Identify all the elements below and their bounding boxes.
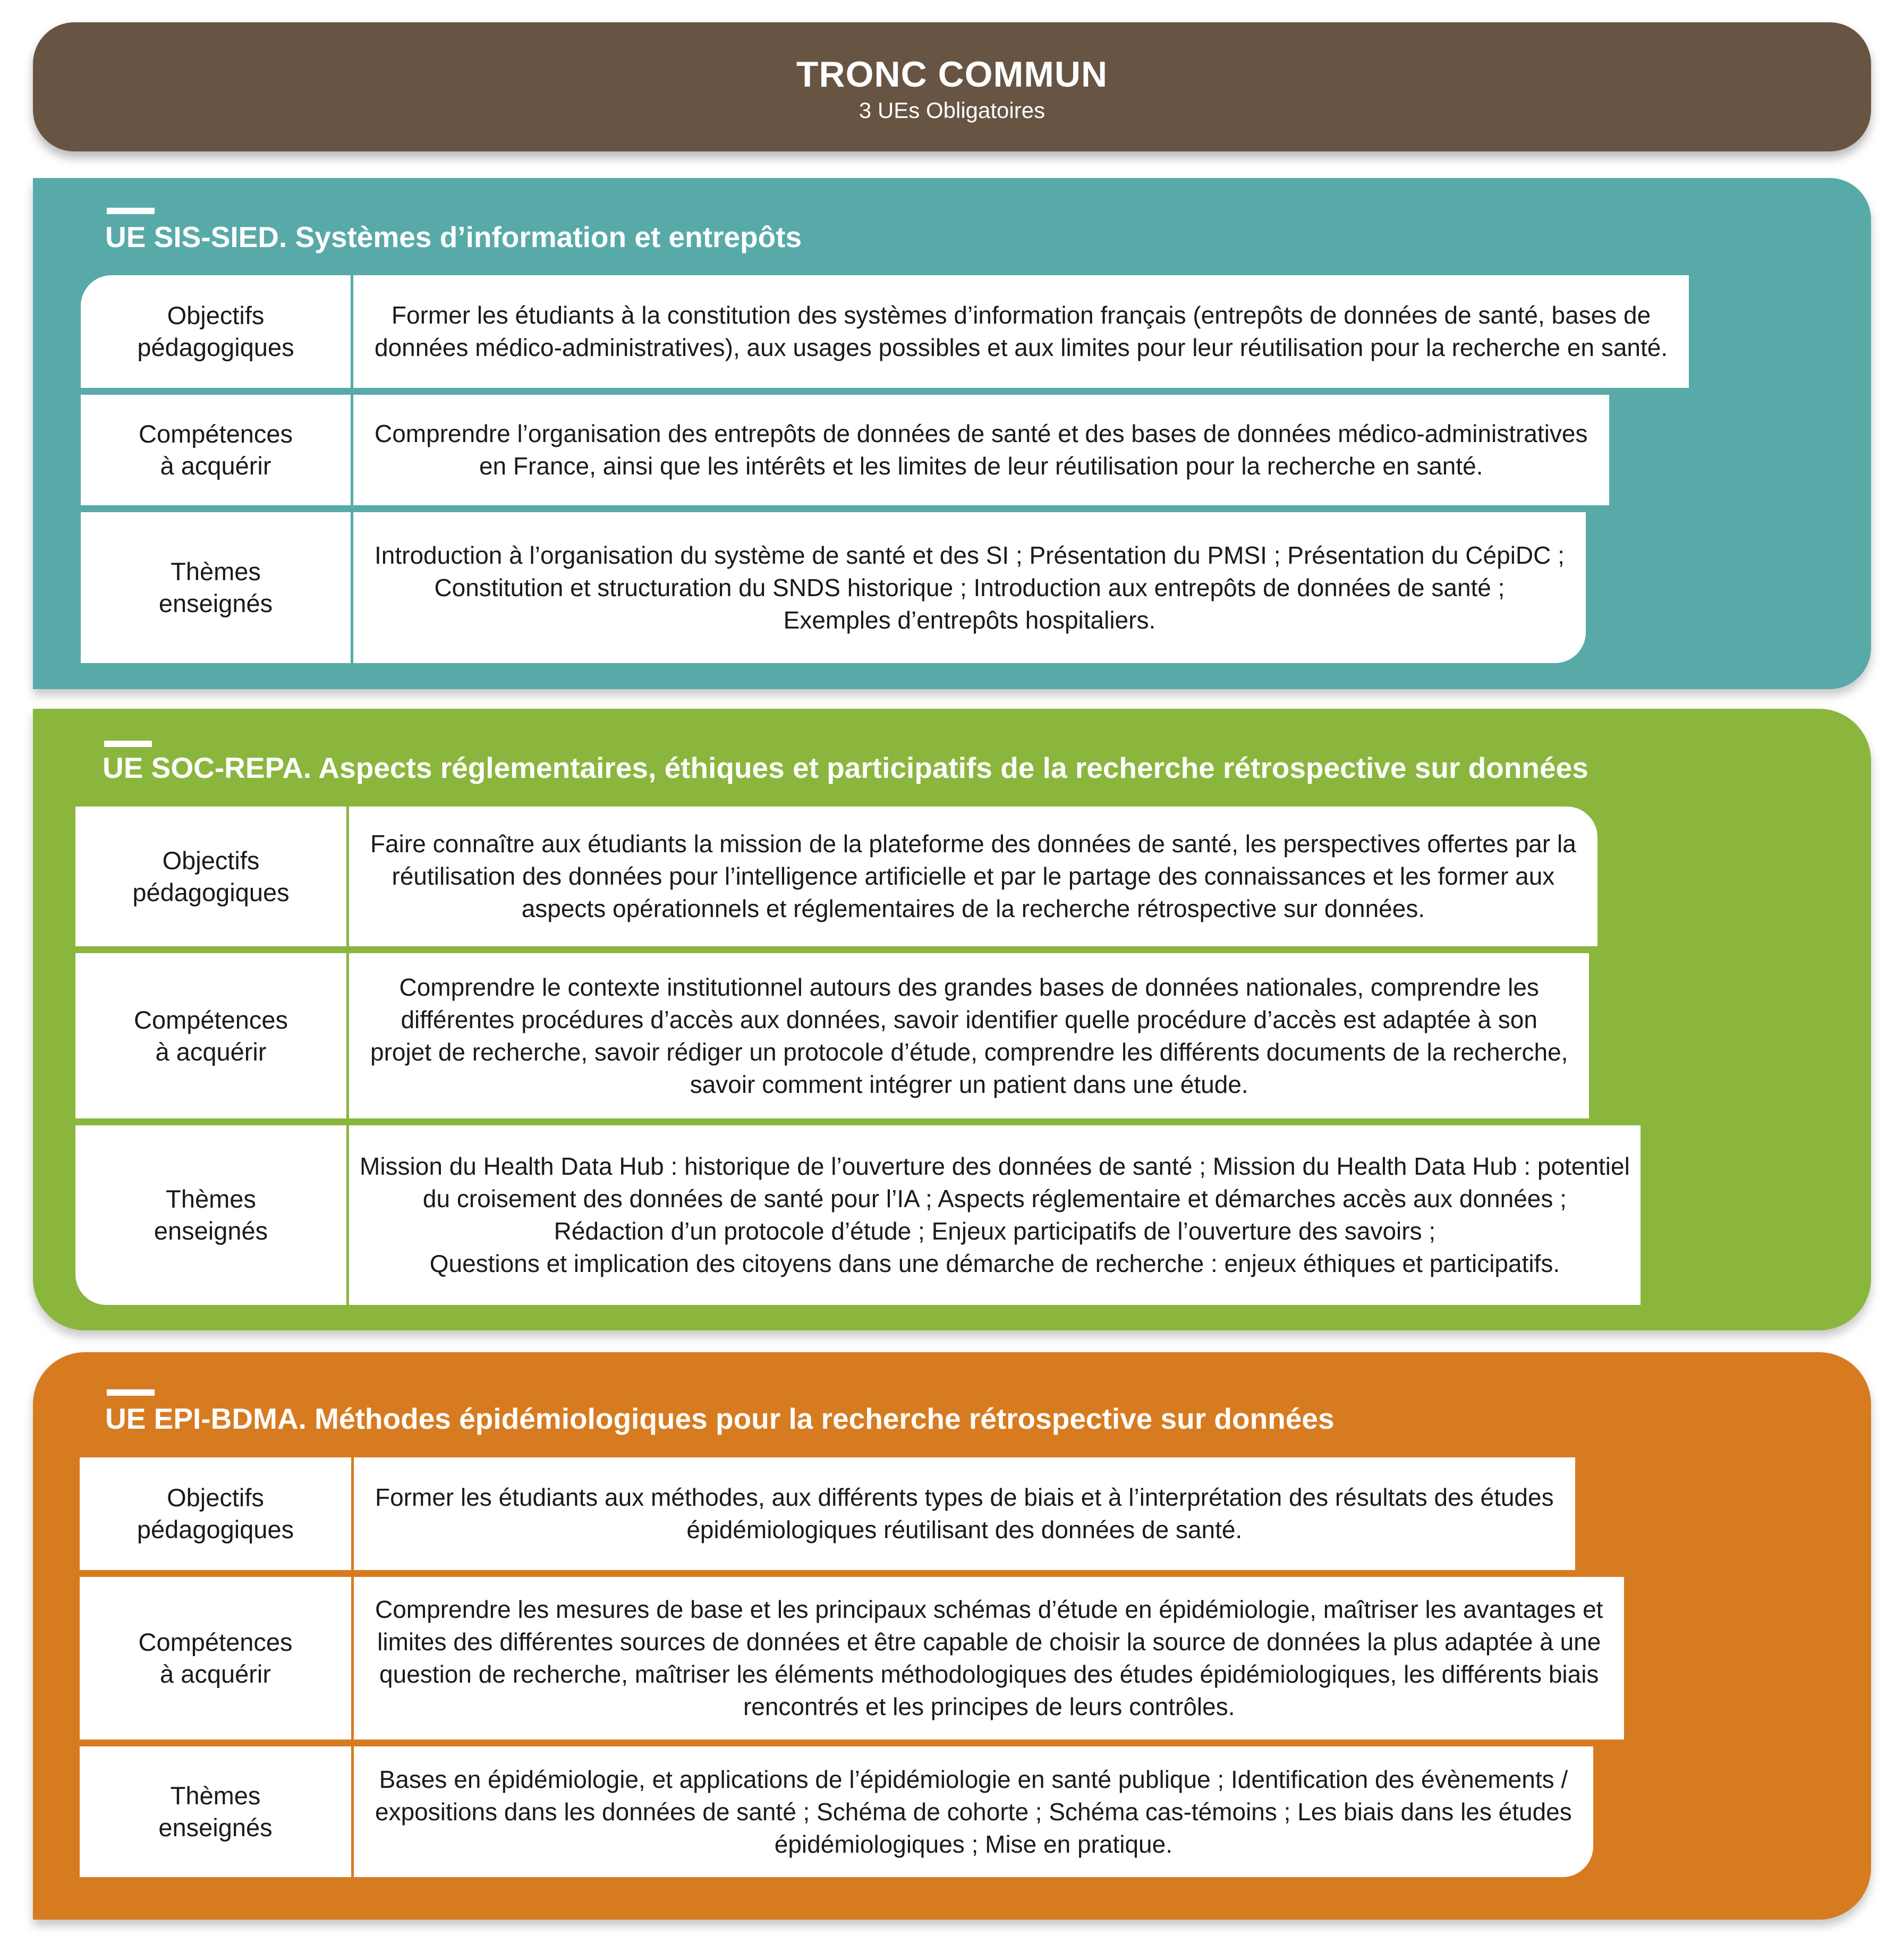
text-line: différentes procédures d’accès aux données, savoir identifier quelle procédure d’accès est adaptée à son: [401, 1005, 1537, 1033]
title-accent-bar: [107, 208, 155, 214]
text-line: Mission du Health Data Hub : historique de l’ouverture des données de santé ; Mission du Health Data Hub : potentiel: [360, 1152, 1630, 1180]
label-line: Thèmes: [170, 1781, 261, 1810]
ue-table: [75, 807, 1821, 1305]
row-text: [349, 953, 1589, 1118]
label-line: à acquérir: [160, 1660, 271, 1688]
label-line: Objectifs: [162, 846, 260, 875]
row-competences: [81, 395, 1609, 505]
header-subtitle: 3 UEs Obligatoires: [858, 98, 1046, 123]
row-label: [80, 1746, 354, 1877]
row-label: [81, 512, 353, 663]
label-line: Compétences: [139, 420, 293, 448]
text-line: Bases en épidémiologie, et applications de l’épidémiologie en santé publique ; Identification des évènements /: [379, 1765, 1568, 1793]
text-line: limites des différentes sources de données et être capable de choisir la source de données la plus adaptée à une: [377, 1628, 1601, 1656]
label-line: Compétences: [134, 1005, 288, 1034]
row-themes: [75, 1125, 1640, 1305]
text-line: épidémiologiques ; Mise en pratique.: [774, 1830, 1172, 1858]
row-label: [80, 1577, 354, 1740]
text-line: Former les étudiants à la constitution des systèmes d’information français (entrepôts de données de santé, bases de: [391, 301, 1651, 329]
text-line: Exemples d’entrepôts hospitaliers.: [783, 606, 1156, 634]
ue-table: [81, 275, 1824, 663]
text-line: Former les étudiants aux méthodes, aux différents types de biais et à l’interprétation des résultats des études: [375, 1483, 1554, 1511]
row-text: [353, 275, 1689, 388]
header-title: TRONC COMMUN: [796, 54, 1108, 95]
row-label: [75, 953, 349, 1118]
ue-table: [80, 1457, 1822, 1877]
text-line: Constitution et structuration du SNDS historique ; Introduction aux entrepôts de données de santé ;: [434, 573, 1505, 601]
label-line: Objectifs: [167, 1483, 264, 1512]
row-competences: [75, 953, 1589, 1118]
label-line: enseignés: [158, 1813, 273, 1842]
row-competences: [80, 1577, 1624, 1740]
text-line: données médico-administratives), aux usages possibles et aux limites pour leur réutilisation pour la recherche en santé.: [375, 334, 1668, 361]
row-themes: [81, 512, 1586, 663]
row-text: [354, 1746, 1593, 1877]
row-objectifs: [80, 1457, 1575, 1570]
row-label: [80, 1457, 354, 1570]
row-text: [349, 807, 1597, 946]
label-line: Thèmes: [171, 557, 261, 586]
label-line: enseignés: [158, 589, 273, 617]
ue-panel-epi-bdma: [33, 1352, 1871, 1920]
text-line: rencontrés et les principes de leurs contrôles.: [743, 1693, 1235, 1720]
title-accent-bar: [104, 741, 152, 747]
label-line: Compétences: [138, 1628, 293, 1656]
label-line: enseignés: [154, 1217, 268, 1245]
label-line: pédagogiques: [132, 878, 290, 906]
ue-title: UE SIS-SIED. Systèmes d’information et entrepôts: [105, 220, 802, 253]
text-line: question de recherche, maîtriser les éléments méthodologiques des études épidémiologiques, les différents biais: [379, 1660, 1599, 1688]
text-line: Rédaction d’un protocole d’étude ; Enjeux participatifs de l’ouverture des savoirs ;: [554, 1217, 1436, 1245]
text-line: du croisement des données de santé pour l’IA ; Aspects réglementaire et démarches accès aux données ;: [422, 1185, 1567, 1212]
row-text: [349, 1125, 1640, 1305]
row-text: [353, 512, 1586, 663]
label-line: pédagogiques: [137, 333, 294, 361]
text-line: Comprendre les mesures de base et les principaux schémas d’étude en épidémiologie, maîtriser les avantages et: [375, 1596, 1603, 1623]
label-line: Objectifs: [167, 301, 265, 329]
row-label: [75, 1125, 349, 1305]
text-line: projet de recherche, savoir rédiger un protocole d’étude, comprendre les différents documents de la recherche,: [370, 1038, 1568, 1066]
label-line: pédagogiques: [137, 1515, 294, 1543]
text-line: Introduction à l’organisation du système de santé et des SI ; Présentation du PMSI ; Présentation du CépiDC ;: [375, 541, 1565, 569]
row-text: [354, 1457, 1575, 1570]
text-line: en France, ainsi que les intérêts et les limites de leur réutilisation pour la recherche en santé.: [479, 452, 1483, 480]
text-line: réutilisation des données pour l’intelligence artificielle et par le partage des connaissances et les former aux: [392, 862, 1555, 890]
ue-panel-soc-repa: [33, 709, 1871, 1330]
text-line: Faire connaître aux étudiants la mission de la plateforme des données de santé, les perspectives offertes par la: [370, 830, 1576, 858]
row-text: [354, 1577, 1624, 1740]
label-line: à acquérir: [155, 1037, 267, 1066]
text-line: Comprendre l’organisation des entrepôts de données de santé et des bases de données médico-administratives: [375, 420, 1588, 447]
text-line: épidémiologiques réutilisant des données de santé.: [686, 1516, 1243, 1543]
text-line: Questions et implication des citoyens dans une démarche de recherche : enjeux éthiques et participatifs.: [429, 1250, 1560, 1277]
text-line: Comprendre le contexte institutionnel autours des grandes bases de données nationales, comprendre les: [399, 973, 1539, 1001]
text-line: expositions dans les données de santé ; Schéma de cohorte ; Schéma cas-témoins ; Les biais dans les études: [375, 1797, 1572, 1826]
row-objectifs: [75, 807, 1597, 946]
label-line: Thèmes: [166, 1185, 256, 1213]
row-label: [81, 395, 353, 505]
label-line: à acquérir: [160, 452, 271, 480]
row-label: [81, 275, 353, 388]
row-objectifs: [81, 275, 1689, 388]
row-label: [75, 807, 349, 946]
tronc-commun-header: [33, 22, 1871, 151]
ue-panel-sis-sied: [33, 178, 1871, 689]
row-text: [353, 395, 1609, 505]
row-themes: [80, 1746, 1593, 1877]
title-accent-bar: [107, 1389, 155, 1396]
ue-title: UE EPI-BDMA. Méthodes épidémiologiques pour la recherche rétrospective sur données: [105, 1402, 1334, 1435]
text-line: savoir comment intégrer un patient dans une étude.: [690, 1070, 1248, 1098]
text-line: aspects opérationnels et réglementaires de la recherche rétrospective sur données.: [521, 895, 1425, 922]
ue-title: UE SOC-REPA. Aspects réglementaires, éthiques et participatifs de la recherche rétrospective sur données: [103, 751, 1588, 784]
